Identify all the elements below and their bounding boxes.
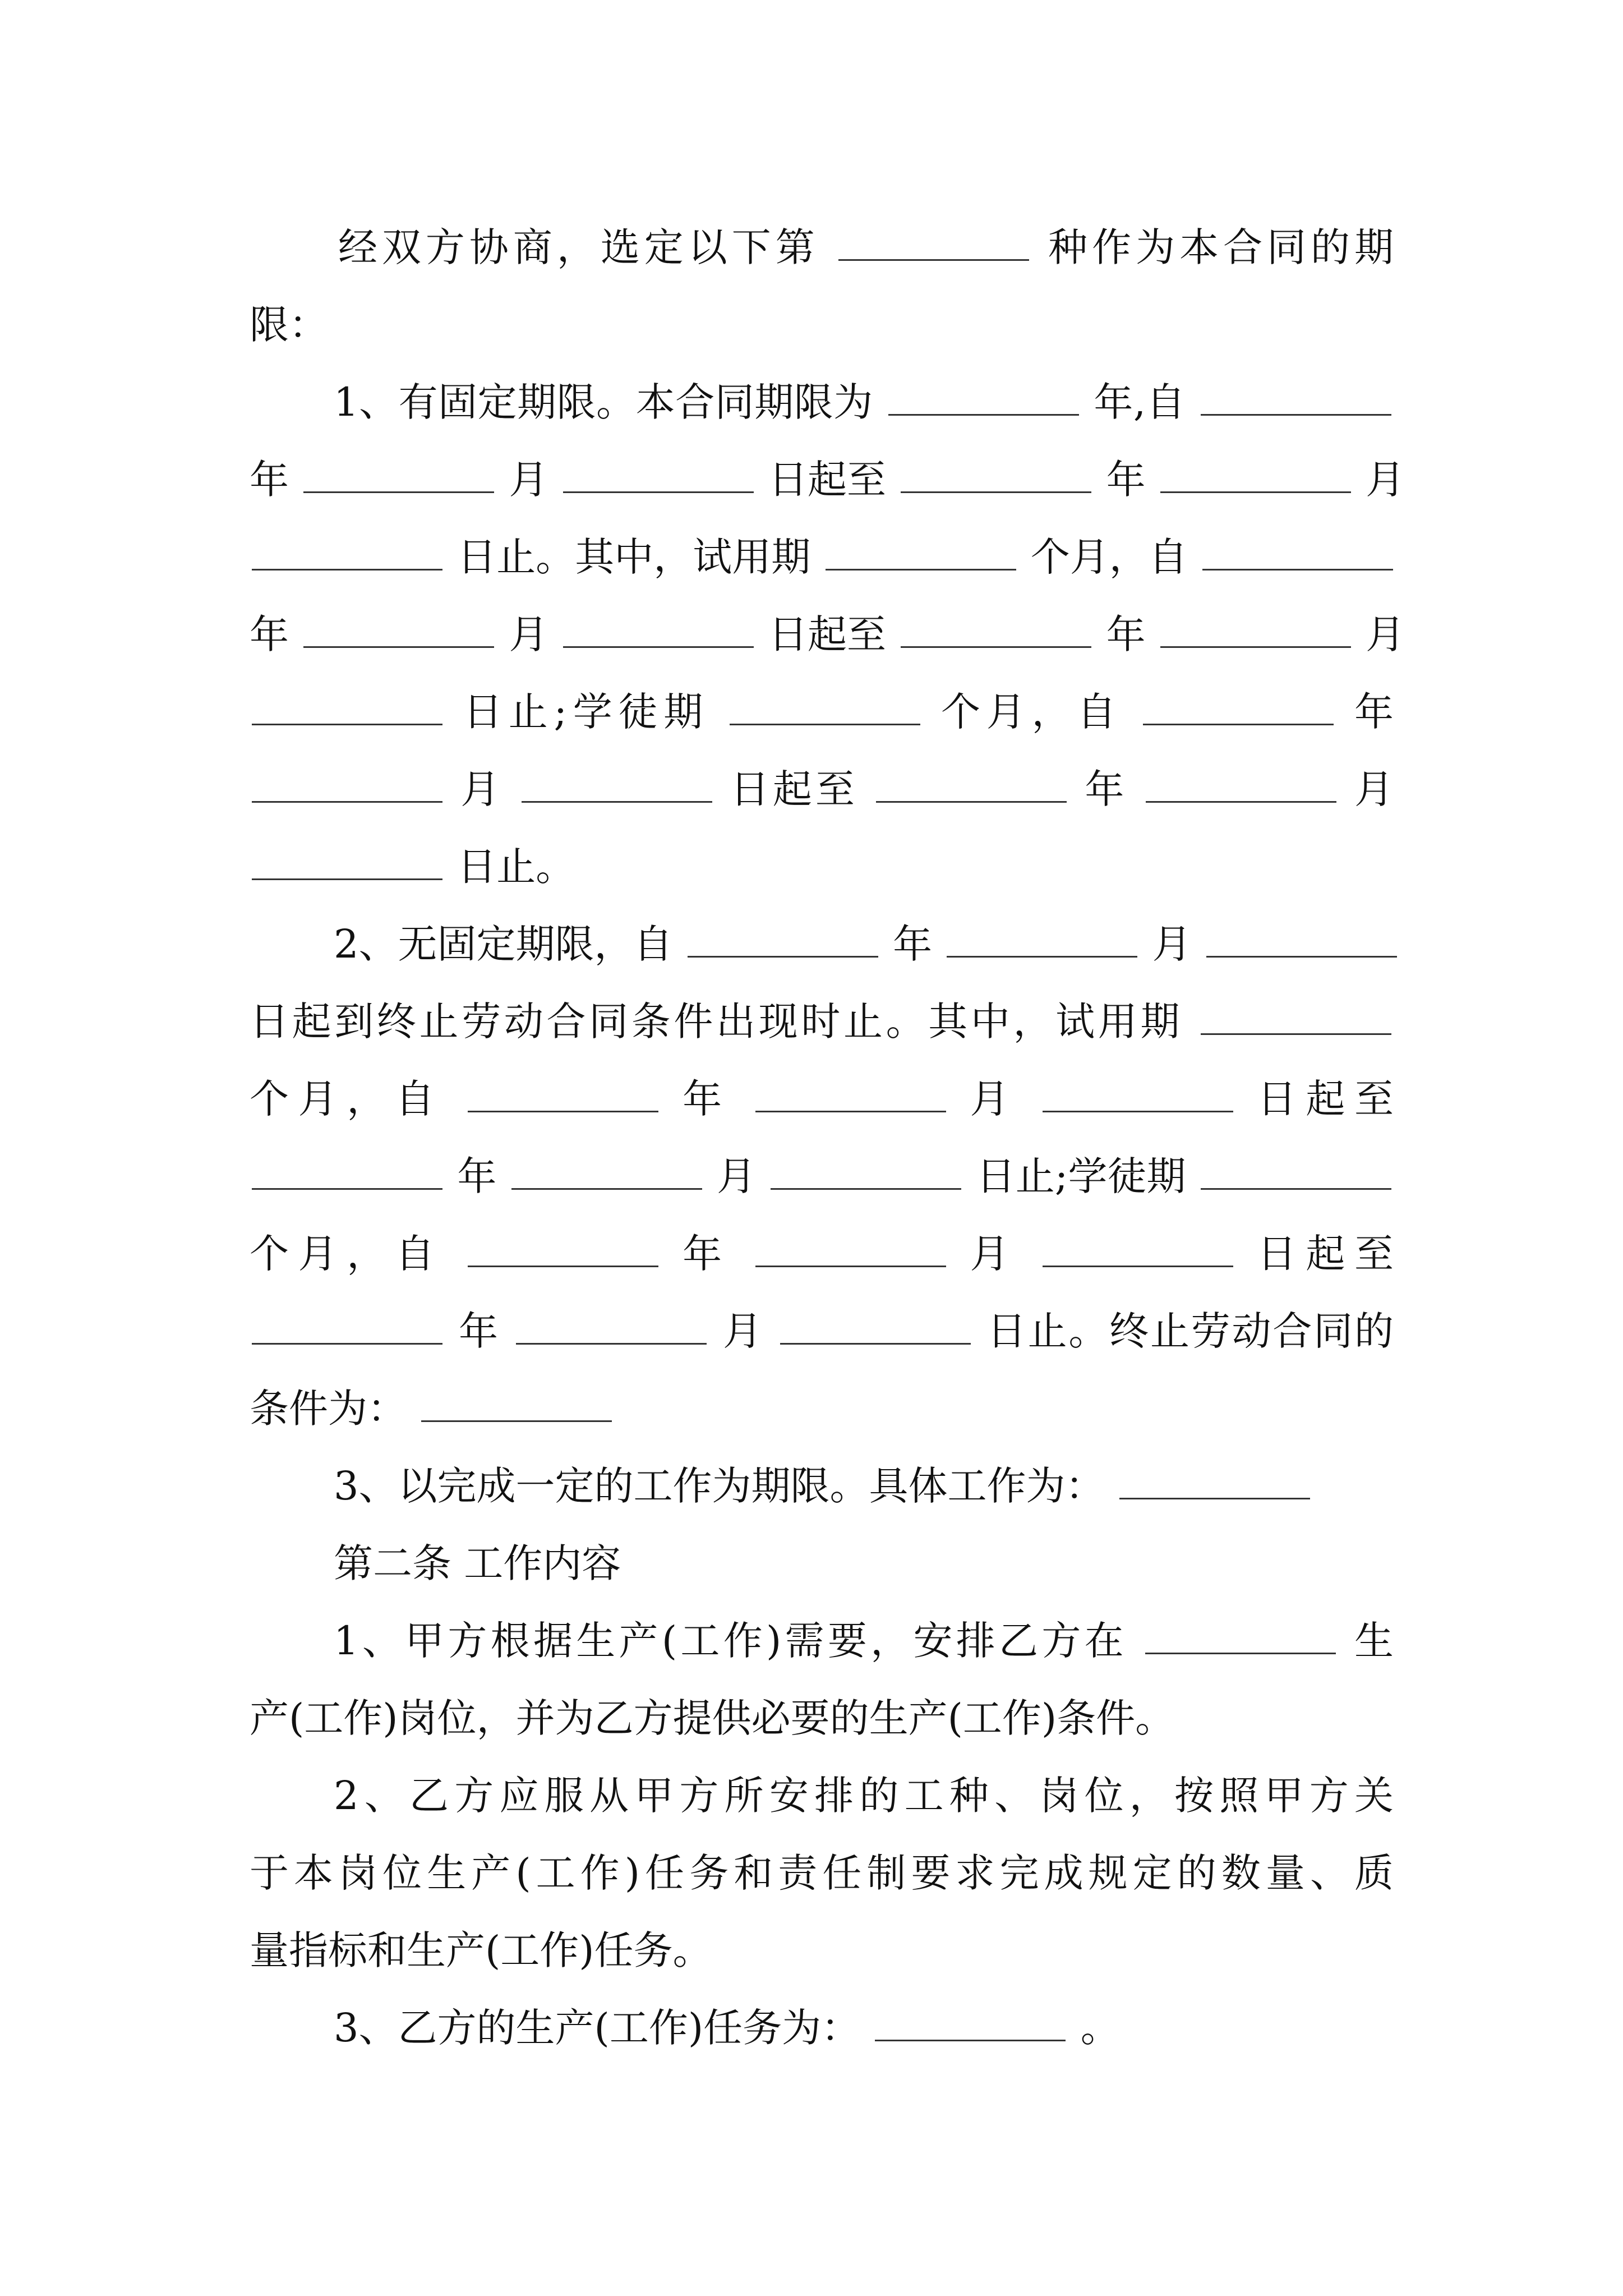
text-segment: 量指标和生产(工作)任务。 bbox=[250, 1927, 712, 1973]
document-line bbox=[250, 1060, 1394, 1138]
text-segment: 。 bbox=[1080, 2005, 1120, 2051]
fill-in-blank bbox=[252, 1309, 442, 1345]
text-segment: 经双方协商，选定以下第 bbox=[334, 224, 819, 270]
fill-in-blank bbox=[1043, 1077, 1233, 1112]
fill-in-blank bbox=[1145, 1619, 1336, 1654]
document-line bbox=[250, 1602, 1394, 1680]
text-segment: 年 bbox=[1106, 457, 1146, 503]
fill-in-blank bbox=[1160, 613, 1351, 648]
fill-in-blank bbox=[468, 1232, 658, 1267]
text-segment: 年 bbox=[893, 921, 933, 967]
fill-in-blank bbox=[1201, 1000, 1391, 1035]
fill-in-blank bbox=[826, 535, 1016, 570]
text-segment: 月 bbox=[1366, 611, 1405, 657]
fill-in-blank bbox=[755, 1232, 946, 1267]
document-line bbox=[250, 518, 1394, 596]
text-segment: 生 bbox=[1354, 1618, 1394, 1664]
text-segment: 条件为： bbox=[250, 1386, 407, 1432]
fill-in-blank bbox=[947, 922, 1137, 958]
document-line bbox=[250, 1912, 1394, 1989]
fill-in-blank bbox=[522, 767, 712, 803]
fill-in-blank bbox=[252, 1154, 442, 1190]
fill-in-blank bbox=[1206, 922, 1397, 958]
text-segment: 个月，自 bbox=[250, 1231, 444, 1277]
document-line bbox=[250, 364, 1394, 441]
document-line bbox=[250, 905, 1394, 983]
fill-in-blank bbox=[888, 380, 1079, 416]
text-segment: 月 bbox=[1354, 766, 1394, 812]
text-segment: 月 bbox=[717, 1153, 757, 1199]
text-segment: 年 bbox=[459, 1308, 500, 1354]
fill-in-blank bbox=[563, 458, 754, 493]
fill-in-blank bbox=[875, 2006, 1066, 2041]
fill-in-blank bbox=[516, 1309, 707, 1345]
fill-in-blank bbox=[1043, 1232, 1233, 1267]
text-segment: 限： bbox=[250, 302, 328, 348]
text-segment: 于本岗位生产(工作)任务和责任制要求完成规定的数量、质 bbox=[250, 1850, 1394, 1896]
text-segment: 1、有固定期限。本合同期限为 bbox=[334, 379, 873, 425]
fill-in-blank bbox=[468, 1077, 658, 1112]
fill-in-blank bbox=[303, 458, 494, 493]
text-segment: 年 bbox=[683, 1076, 731, 1122]
text-segment: 3、乙方的生产(工作)任务为： bbox=[334, 2005, 861, 2051]
text-segment: 年 bbox=[250, 457, 289, 503]
text-segment: 产(工作)岗位，并为乙方提供必要的生产(工作)条件。 bbox=[250, 1695, 1175, 1741]
document-line bbox=[250, 1525, 1394, 1602]
document-line bbox=[250, 1834, 1394, 1912]
text-segment: 日起至 bbox=[1257, 1076, 1394, 1122]
document-line bbox=[250, 441, 1405, 518]
text-segment: 日止;学徒期 bbox=[976, 1153, 1186, 1199]
fill-in-blank bbox=[688, 922, 878, 958]
document-line bbox=[250, 596, 1405, 673]
text-segment: 日起至 bbox=[768, 457, 887, 503]
fill-in-blank bbox=[780, 1309, 971, 1345]
fill-in-blank bbox=[755, 1077, 946, 1112]
text-segment: 2、无固定期限，自 bbox=[334, 921, 673, 967]
document-line bbox=[250, 1215, 1394, 1292]
fill-in-blank bbox=[901, 613, 1091, 648]
fill-in-blank bbox=[901, 458, 1091, 493]
text-segment: 年 bbox=[250, 611, 289, 657]
text-segment: 月 bbox=[970, 1231, 1019, 1277]
text-segment: 年 bbox=[1354, 689, 1394, 735]
text-segment: 日起至 bbox=[730, 766, 858, 812]
fill-in-blank bbox=[1202, 535, 1393, 570]
fill-in-blank bbox=[771, 1154, 961, 1190]
fill-in-blank bbox=[252, 690, 442, 725]
document-line bbox=[250, 209, 1394, 286]
text-segment: 月 bbox=[460, 766, 504, 812]
text-segment: 月 bbox=[509, 457, 548, 503]
document-line bbox=[250, 1757, 1394, 1834]
text-segment: 1、甲方根据生产(工作)需要，安排乙方在 bbox=[334, 1618, 1127, 1664]
text-segment: 月 bbox=[509, 611, 548, 657]
fill-in-blank bbox=[252, 535, 442, 570]
document-line bbox=[250, 1447, 1394, 1525]
fill-in-blank bbox=[876, 767, 1067, 803]
text-segment: 月 bbox=[1366, 457, 1405, 503]
document-line bbox=[250, 1989, 1394, 2067]
fill-in-blank bbox=[1119, 1464, 1310, 1499]
text-segment: 个月，自 bbox=[1030, 534, 1188, 580]
document-line bbox=[250, 751, 1394, 828]
document-line bbox=[250, 828, 1394, 905]
text-segment: 年 bbox=[1106, 611, 1146, 657]
text-segment: 月 bbox=[1152, 921, 1192, 967]
fill-in-blank bbox=[303, 613, 494, 648]
text-segment: 个月，自 bbox=[941, 689, 1122, 735]
fill-in-blank bbox=[1201, 380, 1391, 416]
document-line bbox=[250, 1370, 1394, 1447]
document-line bbox=[250, 1680, 1394, 1757]
fill-in-blank bbox=[1160, 458, 1351, 493]
document-line bbox=[250, 1138, 1394, 1215]
document-line bbox=[250, 673, 1394, 751]
text-segment: 日起至 bbox=[768, 611, 887, 657]
text-segment: 月 bbox=[722, 1308, 764, 1354]
text-segment: 年,自 bbox=[1094, 379, 1186, 425]
document-line bbox=[250, 1292, 1394, 1370]
fill-in-blank bbox=[252, 767, 442, 803]
text-segment: 年 bbox=[683, 1231, 731, 1277]
text-segment: 个月，自 bbox=[250, 1076, 444, 1122]
document-page bbox=[250, 209, 1405, 2067]
fill-in-blank bbox=[838, 226, 1029, 261]
text-segment: 第二条 工作内容 bbox=[334, 1540, 621, 1586]
fill-in-blank bbox=[1201, 1154, 1391, 1190]
fill-in-blank bbox=[730, 690, 920, 725]
text-segment: 日起到终止劳动合同条件出现时止。其中，试用期 bbox=[250, 999, 1183, 1045]
fill-in-blank bbox=[511, 1154, 702, 1190]
text-segment: 年 bbox=[457, 1153, 497, 1199]
text-segment: 种作为本合同的期 bbox=[1048, 224, 1394, 270]
fill-in-blank bbox=[421, 1387, 612, 1422]
text-segment: 月 bbox=[970, 1076, 1019, 1122]
text-segment: 日止;学徒期 bbox=[463, 689, 709, 735]
text-segment: 3、以完成一定的工作为期限。具体工作为： bbox=[334, 1463, 1105, 1509]
fill-in-blank bbox=[1146, 767, 1336, 803]
text-segment: 日止。其中，试用期 bbox=[457, 534, 811, 580]
text-segment: 日止。终止劳动合同的 bbox=[986, 1308, 1394, 1354]
text-segment: 日止。 bbox=[457, 844, 575, 890]
text-segment: 日起至 bbox=[1257, 1231, 1394, 1277]
fill-in-blank bbox=[252, 845, 442, 880]
text-segment: 2、乙方应服从甲方所安排的工种、岗位，按照甲方关 bbox=[334, 1773, 1394, 1819]
fill-in-blank bbox=[563, 613, 754, 648]
text-segment: 年 bbox=[1085, 766, 1128, 812]
fill-in-blank bbox=[1143, 690, 1334, 725]
document-line bbox=[250, 286, 1394, 364]
document-line bbox=[250, 983, 1394, 1060]
